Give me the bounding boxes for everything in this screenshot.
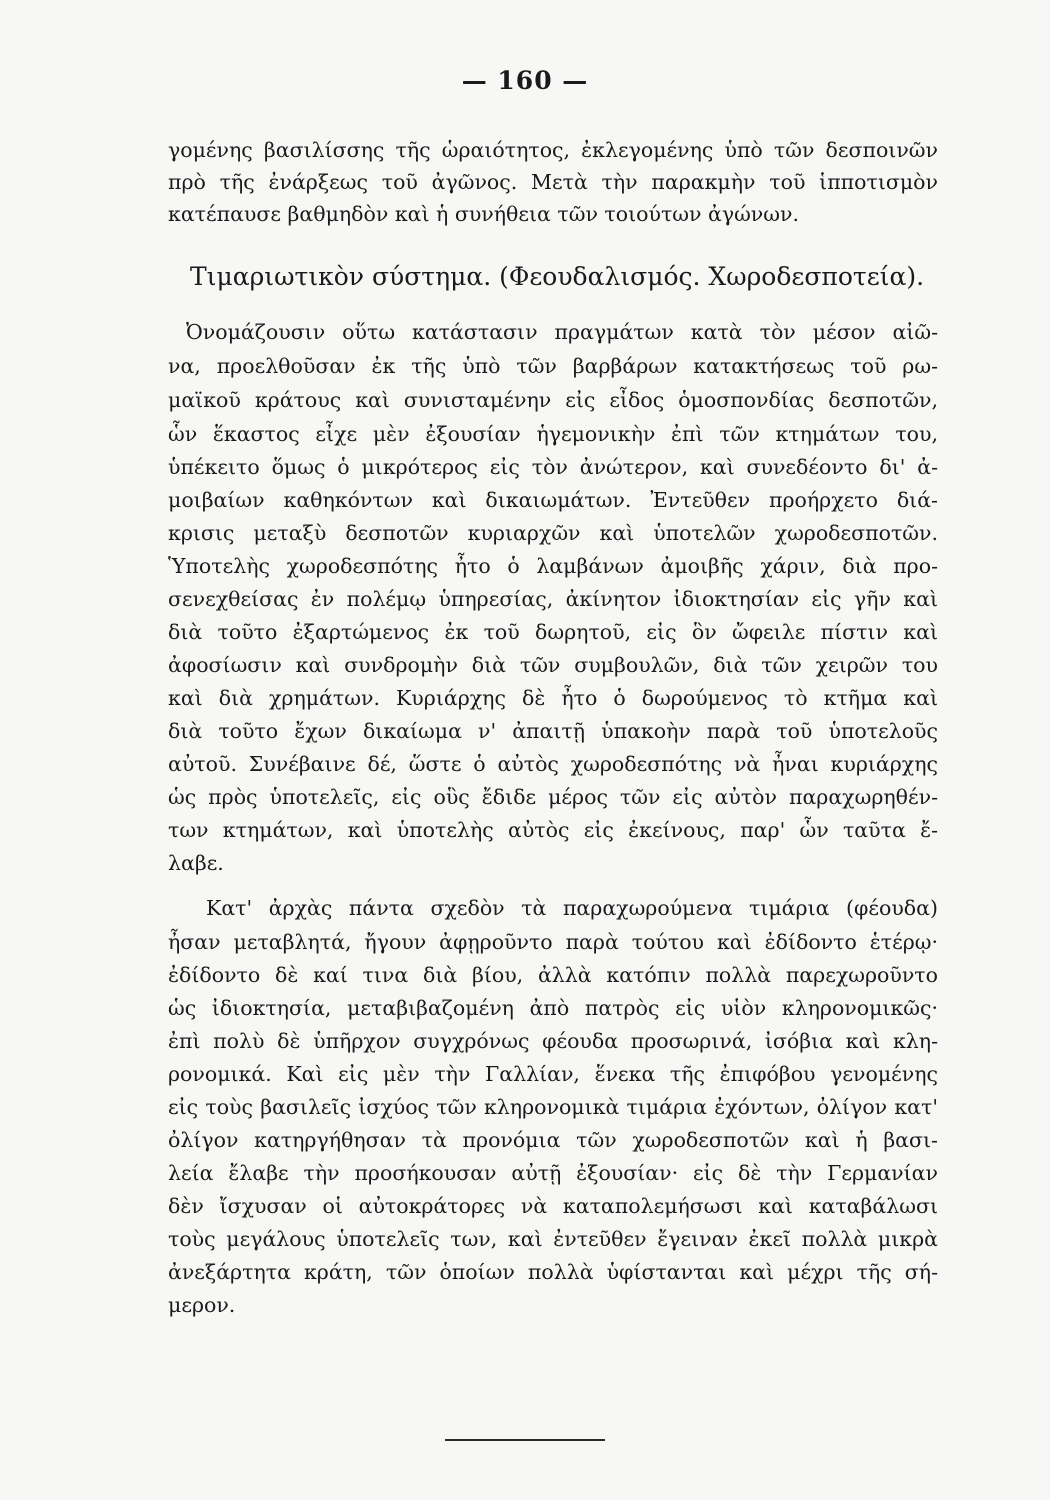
text-line: δὲν ἴσχυσαν οἱ αὐτοκράτορες νὰ καταπολεμήσωσι καὶ καταβάλωσι — [168, 1194, 938, 1218]
text-line: εἰς τοὺς βασιλεῖς ἰσχύος τῶν κληρονομικὰ τιμάρια ἐχόντων, ὀλίγον κατ' — [168, 1095, 938, 1119]
text-line: ἐδίδοντο δὲ καί τινα διὰ βίου, ἀλλὰ κατόπιν πολλὰ παρεχωροῦντο — [168, 963, 938, 987]
text-line: Ὑποτελὴς χωροδεσπότης ἦτο ὁ λαμβάνων ἀμοιβῆς χάριν, διὰ προ- — [168, 554, 938, 578]
text-line: ὡς πρὸς ὑποτελεῖς, εἰς οὓς ἔδιδε μέρος τῶν εἰς αὐτὸν παραχωρηθέν- — [168, 785, 938, 809]
text-line: τοὺς μεγάλους ὑποτελεῖς των, καὶ ἐντεῦθεν ἔγειναν ἐκεῖ πολλὰ μικρὰ — [168, 1227, 938, 1251]
text-line: μαϊκοῦ κράτους καὶ συνισταμένην εἰς εἶδος ὁμοσπονδίας δεσποτῶν, — [168, 388, 938, 412]
text-line: ρονομικά. Καὶ εἰς μὲν τὴν Γαλλίαν, ἕνεκα τῆς ἐπιφόβου γενομένης — [168, 1062, 938, 1086]
text-line: γομένης βασιλίσσης τῆς ὡραιότητος, ἐκλεγομένης ὑπὸ τῶν δεσποινῶν — [168, 138, 938, 162]
text-line: ἀνεξάρτητα κράτη, τῶν ὁποίων πολλὰ ὑφίστανται καὶ μέχρι τῆς σή- — [168, 1260, 938, 1284]
text-line: Ὀνομάζουσιν οὕτω κατάστασιν πραγμάτων κατὰ τὸν μέσον αἰῶ- — [186, 320, 938, 344]
footnote-divider — [445, 1439, 605, 1441]
text-line: αὐτοῦ. Συνέβαινε δέ, ὥστε ὁ αὐτὸς χωροδεσπότης νὰ ἦναι κυριάρχης — [168, 752, 938, 776]
text-line: των κτημάτων, καὶ ὑποτελὴς αὐτὸς εἰς ἐκείνους, παρ' ὧν ταῦτα ἔ- — [168, 818, 938, 842]
text-line: κρισις μεταξὺ δεσποτῶν κυριαρχῶν καὶ ὑποτελῶν χωροδεσποτῶν. — [168, 521, 938, 545]
text-line: ὀλίγον κατηργήθησαν τὰ προνόμια τῶν χωροδεσποτῶν καὶ ἡ βασι- — [168, 1128, 938, 1152]
text-line: διὰ τοῦτο ἔχων δικαίωμα ν' ἀπαιτῇ ὑπακοὴν παρὰ τοῦ ὑποτελοῦς — [168, 719, 938, 743]
text-line: ὧν ἕκαστος εἶχε μὲν ἐξουσίαν ἡγεμονικὴν ἐπὶ τῶν κτημάτων του, — [168, 422, 938, 446]
text-line: ἦσαν μεταβλητά, ἤγουν ἀφῃροῦντο παρὰ τούτου καὶ ἐδίδοντο ἑτέρῳ· — [168, 930, 938, 954]
text-line: λεία ἔλαβε τὴν προσήκουσαν αὐτῇ ἐξουσίαν· εἰς δὲ τὴν Γερμανίαν — [168, 1161, 938, 1185]
text-line: ἐπὶ πολὺ δὲ ὑπῆρχον συγχρόνως φέουδα προσωρινά, ἰσόβια καὶ κλη- — [168, 1029, 938, 1053]
text-line: πρὸ τῆς ἐνάρξεως τοῦ ἀγῶνος. Μετὰ τὴν παρακμὴν τοῦ ἱπποτισμὸν — [168, 170, 938, 194]
text-line: καὶ διὰ χρημάτων. Κυριάρχης δὲ ἦτο ὁ δωρούμενος τὸ κτῆμα καὶ — [168, 686, 938, 710]
text-line: μερον. — [168, 1293, 236, 1317]
text-line: σενεχθείσας ἐν πολέμῳ ὑπηρεσίας, ἀκίνητον ἰδιοκτησίαν εἰς γῆν καὶ — [168, 587, 938, 611]
text-line: λαβε. — [168, 851, 224, 875]
text-line: ὡς ἰδιοκτησία, μεταβιβαζομένη ἀπὸ πατρὸς εἰς υἱὸν κληρονομικῶς· — [168, 996, 938, 1020]
text-line: ὑπέκειτο ὅμως ὁ μικρότερος εἰς τὸν ἀνώτερον, καὶ συνεδέοντο δι' ἀ- — [168, 455, 938, 479]
section-heading: Τιμαριωτικὸν σύστημα. (Φεουδαλισμός. Χωροδεσποτεία). — [190, 262, 925, 291]
text-line: κατέπαυσε βαθμηδὸν καὶ ἡ συνήθεια τῶν τοιούτων ἀγώνων. — [168, 202, 799, 226]
text-line: διὰ τοῦτο ἐξαρτώμενος ἐκ τοῦ δωρητοῦ, εἰς ὃν ὤφειλε πίστιν καὶ — [168, 620, 938, 644]
text-line: Κατ' ἀρχὰς πάντα σχεδὸν τὰ παραχωρούμενα τιμάρια (φέουδα) — [206, 896, 938, 920]
page-number: — 160 — — [461, 66, 589, 95]
text-line: ἀφοσίωσιν καὶ συνδρομὴν διὰ τῶν συμβουλῶν, διὰ τῶν χειρῶν του — [168, 653, 938, 677]
text-line: μοιβαίων καθηκόντων καὶ δικαιωμάτων. Ἐντεῦθεν προήρχετο διά- — [168, 488, 938, 512]
text-line: να, προελθοῦσαν ἐκ τῆς ὑπὸ τῶν βαρβάρων κατακτήσεως τοῦ ρω- — [168, 354, 938, 378]
